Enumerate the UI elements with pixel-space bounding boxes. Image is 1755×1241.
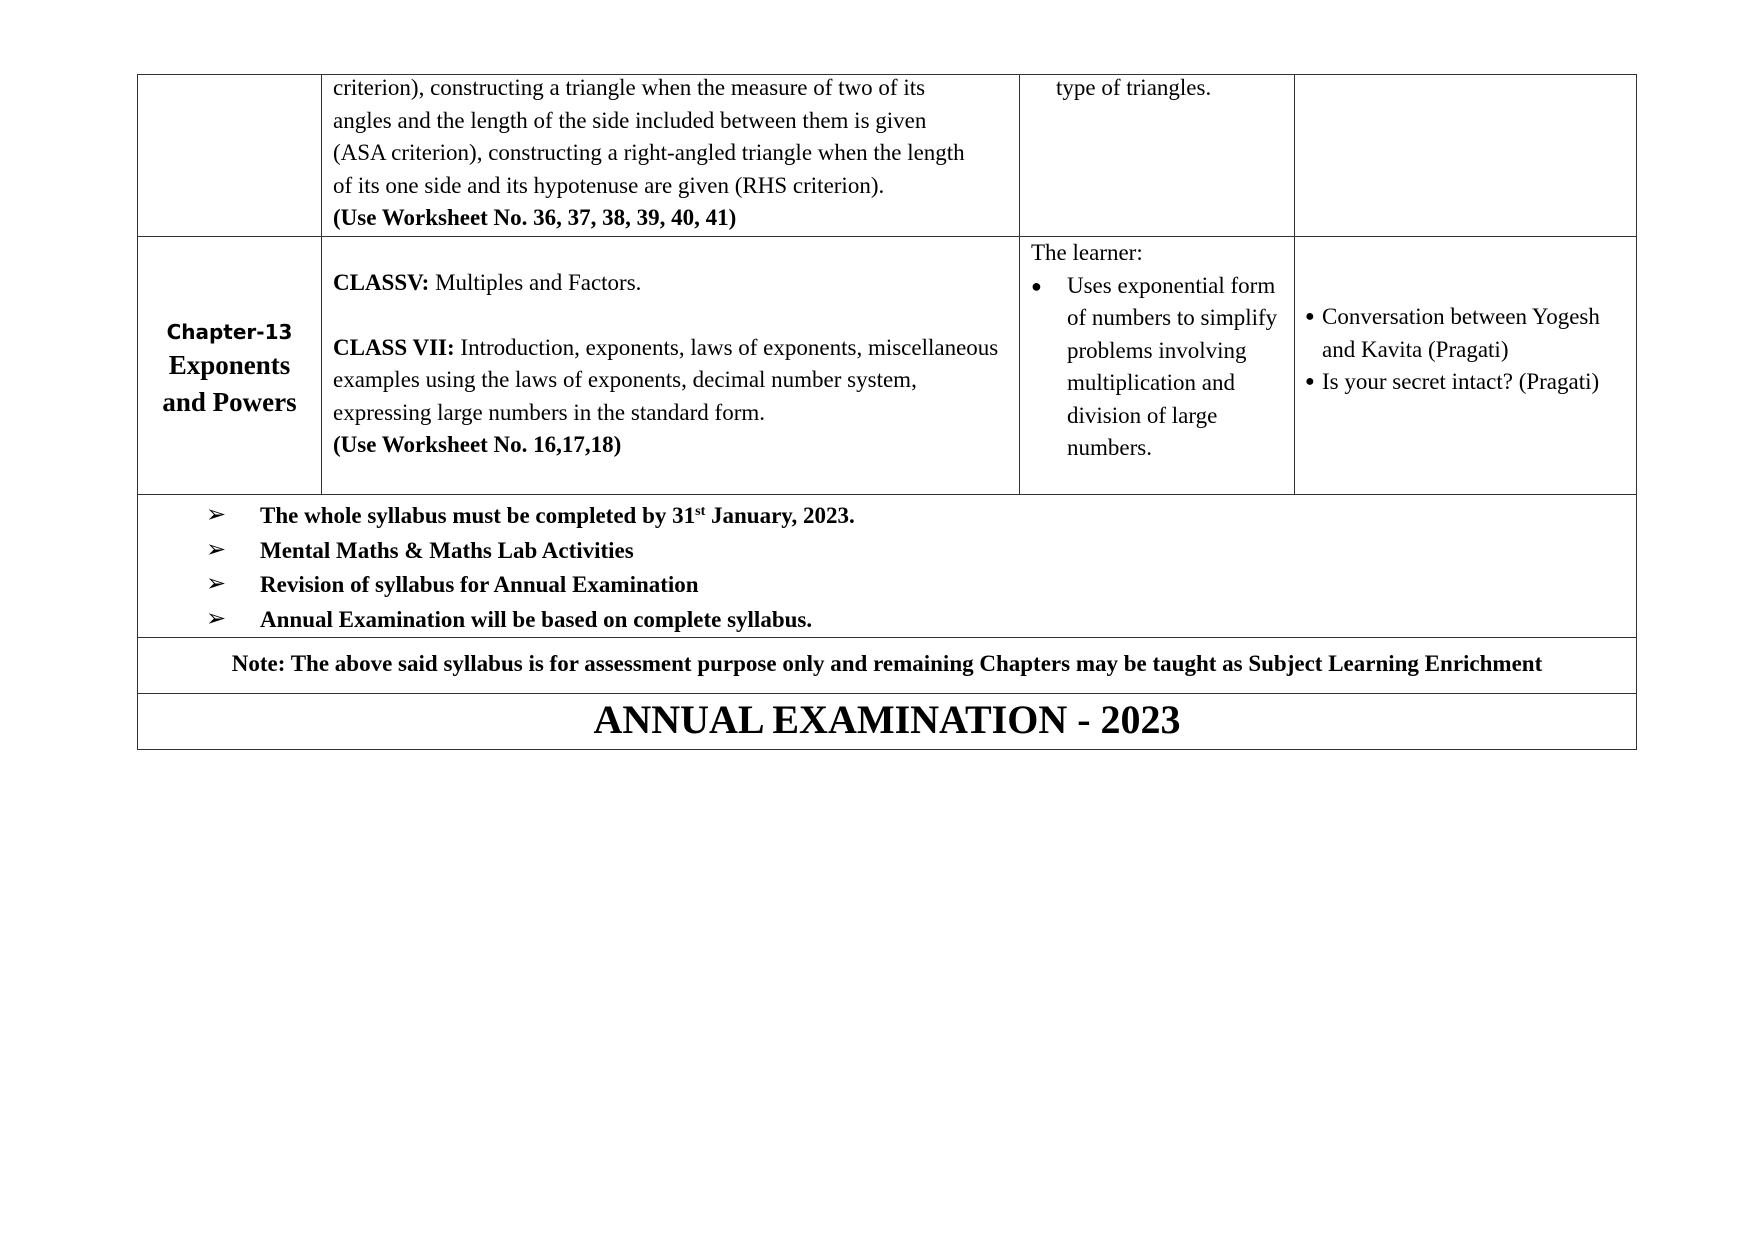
arrowhead-icon: ➢ [206,603,227,632]
table-row [138,495,1637,638]
table-row [138,237,1637,495]
exam-title-cell [138,694,1637,750]
activity-cell-empty [1295,75,1637,237]
notice-text: January, 2023. [705,503,855,528]
chapter-name-line: Exponents [168,349,291,380]
activity-text: Is your secret intact? (Pragati) [1322,369,1600,394]
content-cell [322,237,1020,495]
assessment-note: Note: The above said syllabus is for assessment purpose only and remaining Chapters may be taught as Subject Learning Enrichment [231,651,1543,676]
content-line: angles and the length of the side included between them is given [333,107,927,133]
content-line: of its one side and its hypotenuse are given (RHS criterion). [333,172,885,198]
class5-text: Multiples and Factors. [429,270,642,295]
notices-cell [138,495,1637,638]
table-row [138,75,1637,237]
notice-text: Revision of syllabus for Annual Examination [260,572,699,597]
class5-content [333,267,1009,300]
dot-icon: ● [1031,275,1042,296]
dot-icon: ● [1305,308,1315,325]
table-row [138,638,1637,694]
activity-list [1295,237,1636,399]
list-item [206,568,1636,603]
notice-text: Annual Examination will be based on complete syllabus. [260,606,813,632]
arrowhead-icon: ➢ [206,534,227,563]
activity-text: Conversation between Yogesh and Kavita (Pragati) [1322,304,1600,362]
outcome-text: Uses exponential form of numbers to simplify problems involving multiplication and division of large numbers. [1067,272,1278,460]
document-page [137,74,1637,750]
notice-list [138,495,1636,637]
worksheet-reference: (Use Worksheet No. 16,17,18) [333,432,622,457]
syllabus-table [137,74,1637,750]
ordinal-suffix: st [695,504,706,519]
class7-label: CLASS VII: [333,334,455,360]
worksheet-reference: (Use Worksheet No. 36, 37, 38, 39, 40, 41) [333,205,737,230]
list-item [206,603,1636,638]
arrowhead-icon: ➢ [206,569,227,597]
content-line: (ASA criterion), constructing a right-angled triangle when the length [333,140,965,165]
notice-text: Mental Maths & Maths Lab Activities [260,537,634,563]
note-cell [138,638,1637,694]
content-line: criterion), constructing a triangle when the measure of two of its [333,75,926,100]
arrowhead-icon: ➢ [206,500,227,528]
outcome-list [1020,270,1294,465]
exam-title: ANNUAL EXAMINATION - 2023 [593,697,1181,742]
class7-text: Introduction, exponents, laws of exponents, miscellaneous examples using the laws of exponents, decimal number system, expressing large numbers in the standard form. [333,334,999,425]
activity-cell [1295,237,1637,495]
table-row [138,694,1637,750]
outcome-cell [1020,75,1295,237]
content-cell [322,75,1020,237]
list-item [1305,366,1628,399]
chapter-cell [138,237,322,495]
class7-content [333,332,1009,430]
notice-text: The whole syllabus must be completed by 31 [260,503,696,528]
list-item [206,534,1636,569]
class5-label: CLASSV: [333,270,430,295]
list-item [1031,270,1286,465]
outcome-cell [1020,237,1295,495]
learner-heading: The learner: [1031,240,1143,265]
list-item [206,499,1636,534]
chapter-name-line: and Powers [162,386,297,417]
outcome-continued: type of triangles. [1056,75,1212,100]
list-item [1305,301,1628,366]
chapter-cell-empty [138,75,322,237]
chapter-number: Chapter-13 [166,319,293,344]
dot-icon: ● [1305,373,1315,390]
